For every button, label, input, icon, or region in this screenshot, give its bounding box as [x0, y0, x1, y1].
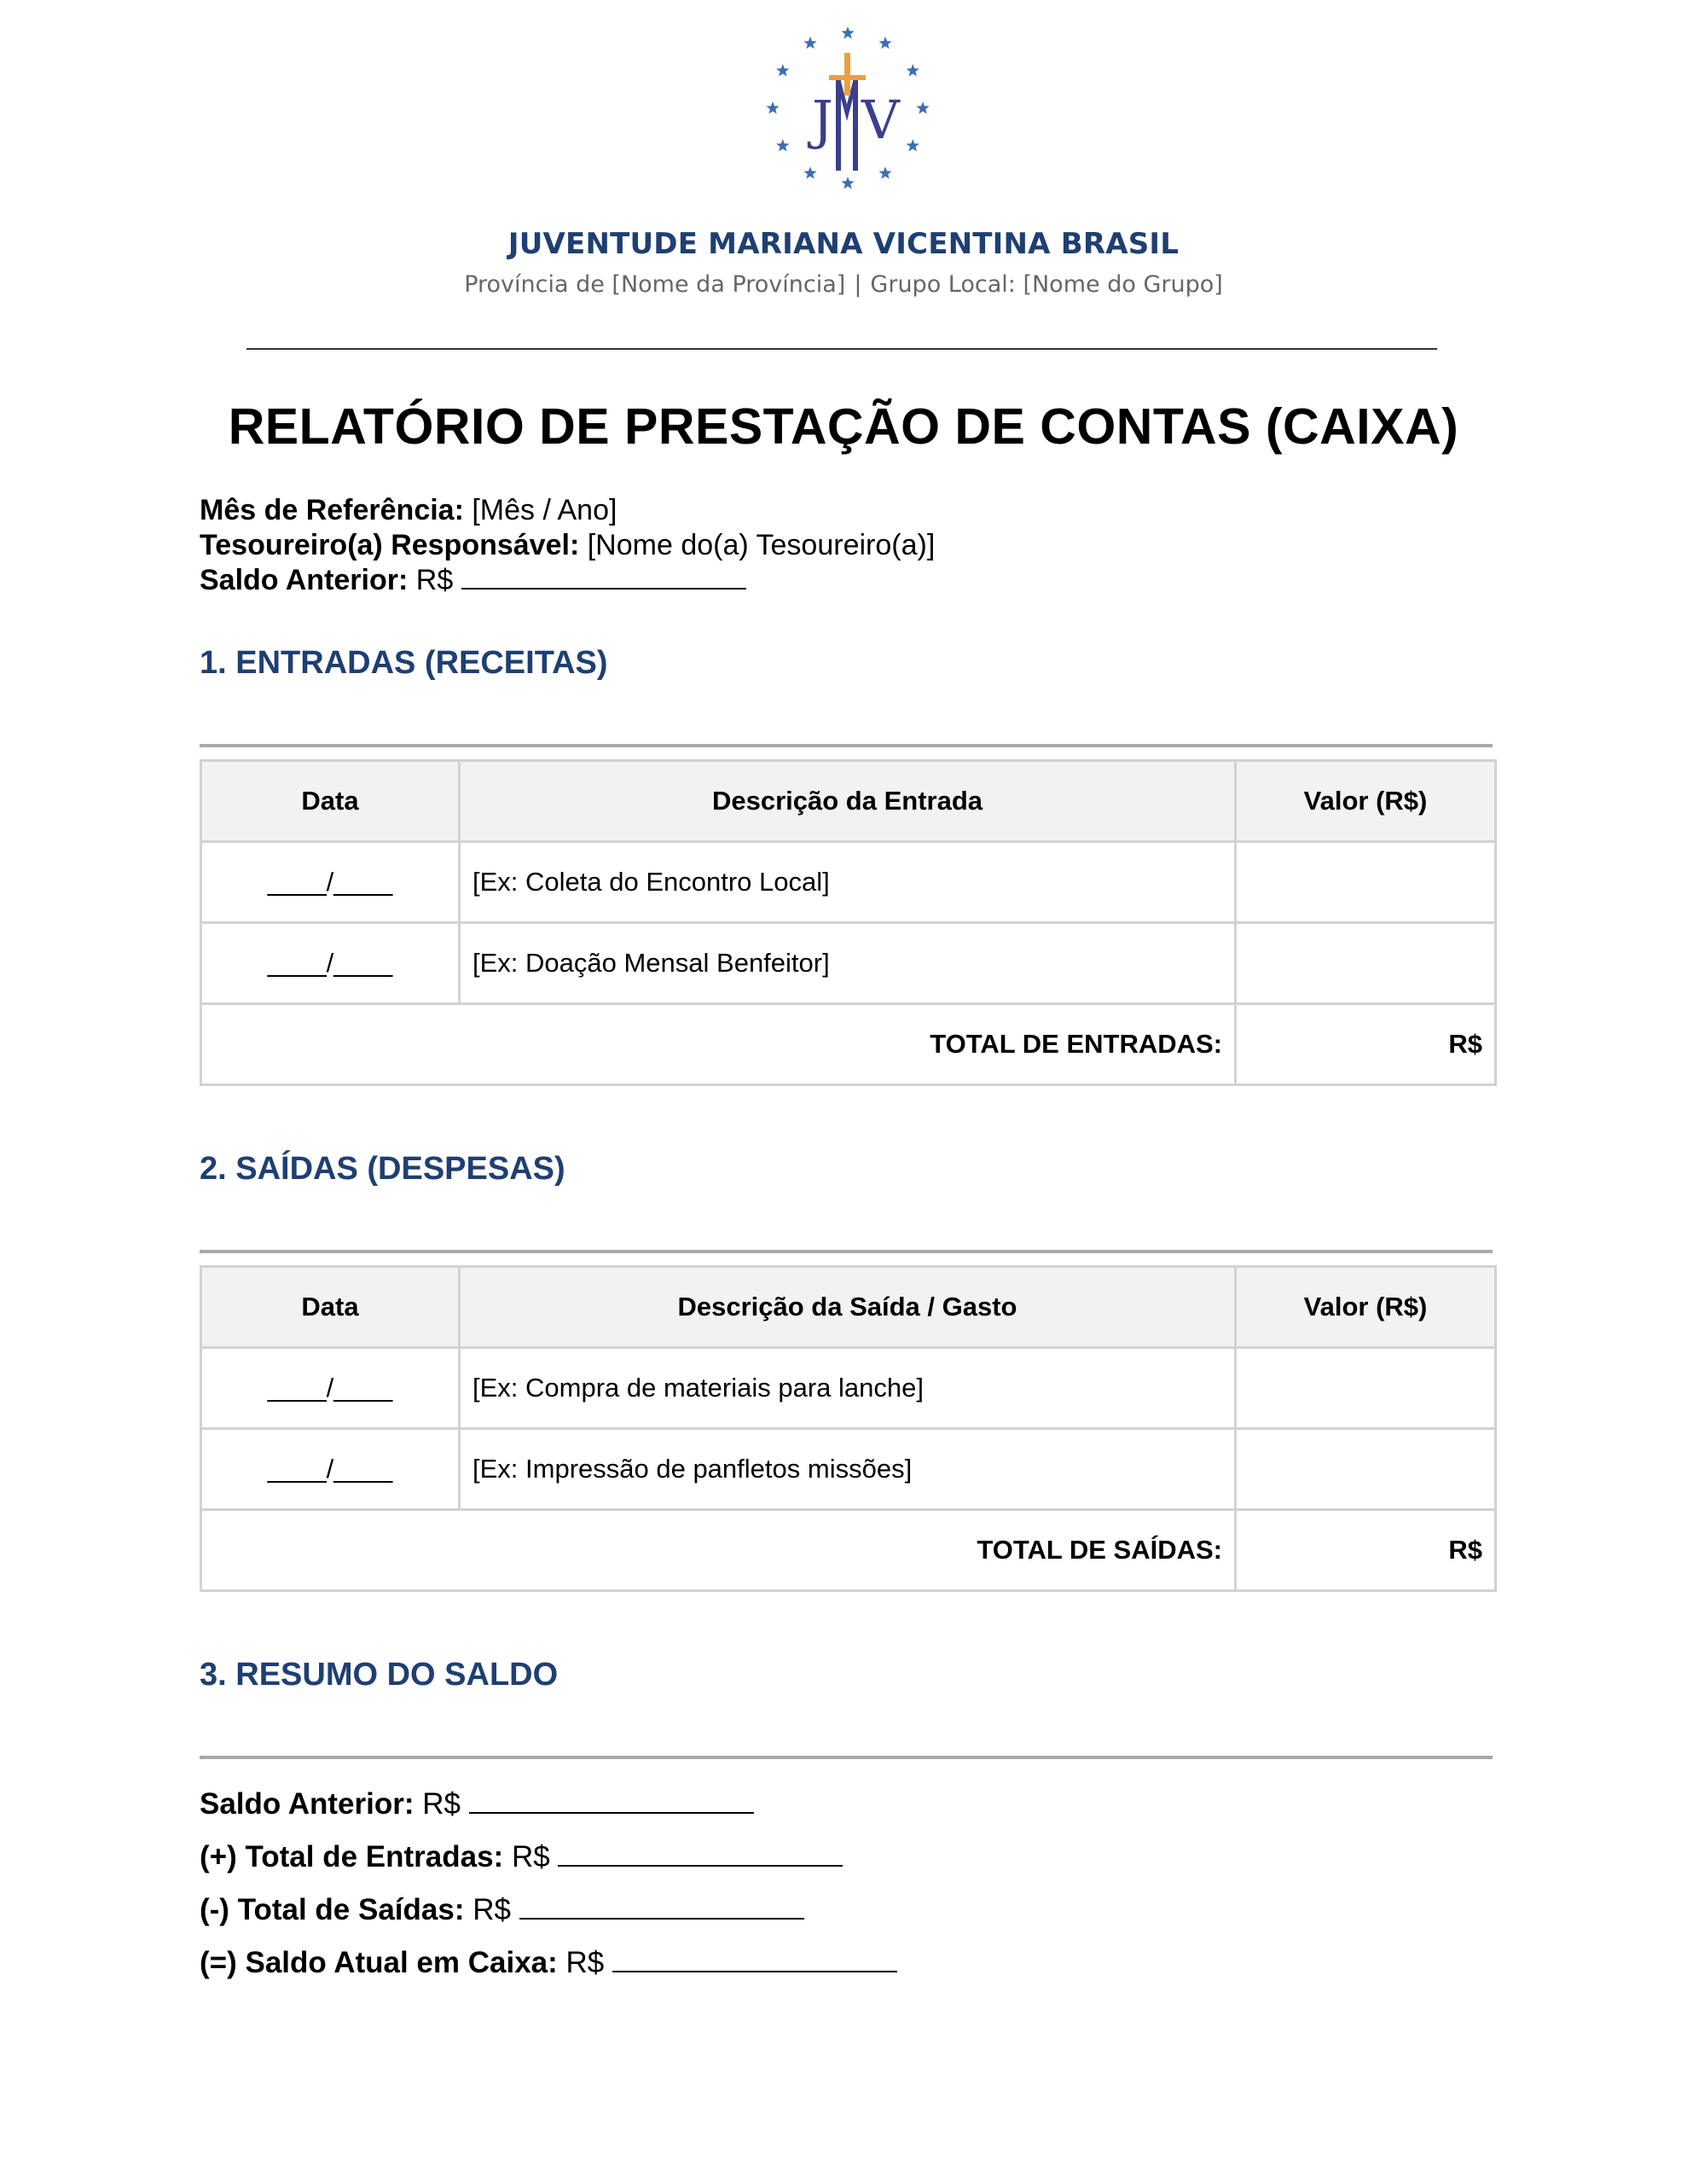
- logo-cross-vertical: [844, 53, 850, 96]
- table-row: [201, 842, 1496, 923]
- entries-total-value[interactable]: R$: [1236, 1004, 1496, 1085]
- logo-star-icon: [878, 37, 891, 49]
- expenses-table: [200, 1265, 1497, 1592]
- entry-description-cell[interactable]: [Ex: Coleta do Encontro Local]: [460, 842, 1236, 923]
- expense-value-cell[interactable]: [1236, 1348, 1496, 1429]
- entries-header-value: Valor (R$): [1236, 761, 1496, 842]
- logo-star-icon: [916, 102, 929, 113]
- expenses-header-date: Data: [201, 1267, 460, 1348]
- expense-description-cell[interactable]: [Ex: Compra de materiais para lanche]: [460, 1348, 1236, 1429]
- summary-section-rule: [200, 1756, 1493, 1759]
- reference-month-value: [Mês / Ano]: [472, 494, 617, 526]
- entry-value-cell[interactable]: [1236, 923, 1496, 1004]
- entries-header-description: Descrição da Entrada: [460, 761, 1236, 842]
- expenses-total-value[interactable]: R$: [1236, 1510, 1496, 1591]
- expense-date-cell[interactable]: ____/____: [201, 1348, 460, 1429]
- expenses-header-row: [201, 1267, 1496, 1348]
- table-row: [201, 1429, 1496, 1510]
- expenses-total-row: [201, 1510, 1496, 1591]
- entry-date-cell[interactable]: ____/____: [201, 842, 460, 923]
- entries-total-row: [201, 1004, 1496, 1085]
- entry-description-cell[interactable]: [Ex: Doação Mensal Benfeitor]: [460, 923, 1236, 1004]
- organization-name: JUVENTUDE MARIANA VICENTINA BRASIL: [507, 227, 1180, 261]
- logo-star-icon: [766, 102, 779, 113]
- logo-star-icon: [776, 64, 789, 76]
- entries-section-title: 1. ENTRADAS (RECEITAS): [200, 645, 608, 681]
- summary-line-current: [200, 1937, 897, 1989]
- summary-blank[interactable]: [612, 1969, 897, 1972]
- report-info: [200, 493, 935, 598]
- logo-letter-j: J: [812, 89, 833, 151]
- summary-currency: R$: [511, 1840, 550, 1873]
- summary-label: (=) Saldo Atual em Caixa:: [200, 1946, 558, 1979]
- previous-balance-label: Saldo Anterior:: [200, 564, 409, 596]
- document-title: RELATÓRIO DE PRESTAÇÃO DE CONTAS (CAIXA): [228, 398, 1459, 455]
- summary-label: Saldo Anterior:: [200, 1787, 415, 1821]
- balance-summary: [200, 1778, 897, 1989]
- summary-line-entries: [200, 1831, 897, 1884]
- treasurer-label: Tesoureiro(a) Responsável:: [200, 529, 580, 561]
- group-label: Grupo Local: [Nome do Grupo]: [870, 271, 1223, 298]
- summary-line-expenses: [200, 1884, 897, 1937]
- subtitle-separator: |: [854, 271, 862, 298]
- previous-balance-blank[interactable]: [461, 586, 746, 590]
- summary-section-title: 3. RESUMO DO SALDO: [200, 1657, 559, 1693]
- summary-line-previous: [200, 1778, 897, 1831]
- logo-star-icon: [878, 166, 891, 178]
- logo-star-icon: [907, 64, 919, 76]
- expense-value-cell[interactable]: [1236, 1429, 1496, 1510]
- entries-header-row: [201, 761, 1496, 842]
- organization-subtitle: [0, 271, 1687, 298]
- expenses-section-title: 2. SAÍDAS (DESPESAS): [200, 1151, 565, 1187]
- logo-star-icon: [776, 139, 789, 151]
- summary-label: (-) Total de Saídas:: [200, 1893, 465, 1926]
- logo-star-icon: [803, 37, 816, 49]
- logo-star-icon: [803, 166, 816, 178]
- treasurer-line: [200, 528, 935, 563]
- entries-total-label: TOTAL DE ENTRADAS:: [201, 1004, 1236, 1085]
- expenses-section-rule: [200, 1250, 1493, 1253]
- logo-star-icon: [841, 26, 854, 38]
- jmv-logo-icon: [762, 19, 933, 206]
- expense-date-cell[interactable]: ____/____: [201, 1429, 460, 1510]
- expenses-header-value: Valor (R$): [1236, 1267, 1496, 1348]
- entries-table: [200, 759, 1497, 1086]
- province-label: Província de [Nome da Província]: [464, 271, 846, 298]
- summary-blank[interactable]: [519, 1916, 804, 1920]
- entries-section-rule: [200, 744, 1493, 747]
- summary-blank[interactable]: [558, 1863, 843, 1867]
- logo-star-icon: [907, 139, 919, 151]
- expenses-total-label: TOTAL DE SAÍDAS:: [201, 1510, 1236, 1591]
- summary-label: (+) Total de Entradas:: [200, 1840, 504, 1873]
- entry-date-cell[interactable]: ____/____: [201, 923, 460, 1004]
- logo-cross-horizontal: [829, 75, 866, 80]
- expense-description-cell[interactable]: [Ex: Impressão de panfletos missões]: [460, 1429, 1236, 1510]
- summary-blank[interactable]: [469, 1810, 754, 1814]
- summary-currency: R$: [472, 1893, 511, 1926]
- logo-letter-v: V: [861, 89, 900, 151]
- summary-currency: R$: [422, 1787, 461, 1821]
- summary-currency: R$: [565, 1946, 605, 1979]
- reference-month-label: Mês de Referência:: [200, 494, 464, 526]
- treasurer-value: [Nome do(a) Tesoureiro(a)]: [587, 529, 936, 561]
- logo-star-icon: [841, 177, 854, 189]
- table-row: [201, 1348, 1496, 1429]
- entry-value-cell[interactable]: [1236, 842, 1496, 923]
- previous-balance-line: [200, 563, 935, 598]
- previous-balance-currency: R$: [415, 564, 454, 596]
- expenses-header-description: Descrição da Saída / Gasto: [460, 1267, 1236, 1348]
- reference-month-line: [200, 493, 935, 528]
- entries-header-date: Data: [201, 761, 460, 842]
- table-row: [201, 923, 1496, 1004]
- header-divider: [246, 348, 1437, 350]
